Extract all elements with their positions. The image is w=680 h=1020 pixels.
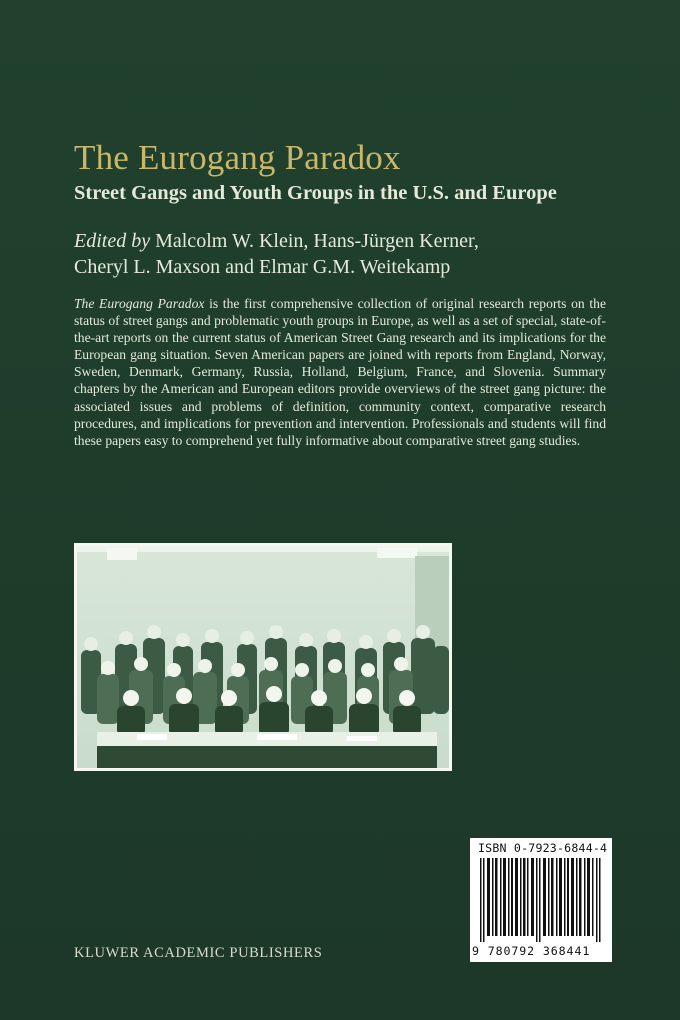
- group-photo-image: [77, 546, 449, 768]
- book-subtitle: Street Gangs and Youth Groups in the U.S. and Europe: [74, 182, 557, 204]
- editors-line-2: Cheryl L. Maxson and Elmar G.M. Weitekamp: [74, 256, 451, 278]
- group-photo: [74, 543, 452, 771]
- book-description: [74, 295, 606, 449]
- publisher-name: KLUWER ACADEMIC PUBLISHERS: [74, 945, 323, 961]
- isbn-barcode: [470, 838, 612, 962]
- isbn-label: ISBN 0-7923-6844-4: [478, 841, 608, 855]
- blurb-body: is the first comprehensive collection of original research reports on the status of street gangs and problematic youth groups in Europe, as well as a set of special, state-of-the-art reports on the current status of American Street Gang research and its implications for the European gang situation. Seven American papers are joined with reports from England, Norway, Sweden, Denmark, Germany, Russia, Holland, Belgium, France, and Slovenia. Summary chapters by the American and European editors provide overviews of the street gang picture: the associated issues and problems of definition, community context, comparative research procedures, and implications for prevention and intervention. Professionals and students will find these papers easy to comprehend yet fully informative about comparative street gang studies.: [74, 296, 606, 448]
- barcode-icon: [480, 858, 602, 942]
- editors-credit: [74, 228, 634, 280]
- editors-line-1: Malcolm W. Klein, Hans-Jürgen Kerner,: [150, 230, 479, 252]
- book-title: The Eurogang Paradox: [74, 138, 401, 177]
- ean-number: 9 780792 368441: [472, 944, 591, 958]
- blurb-book-title: The Eurogang Paradox: [74, 296, 205, 311]
- editors-prefix: Edited by: [74, 230, 151, 252]
